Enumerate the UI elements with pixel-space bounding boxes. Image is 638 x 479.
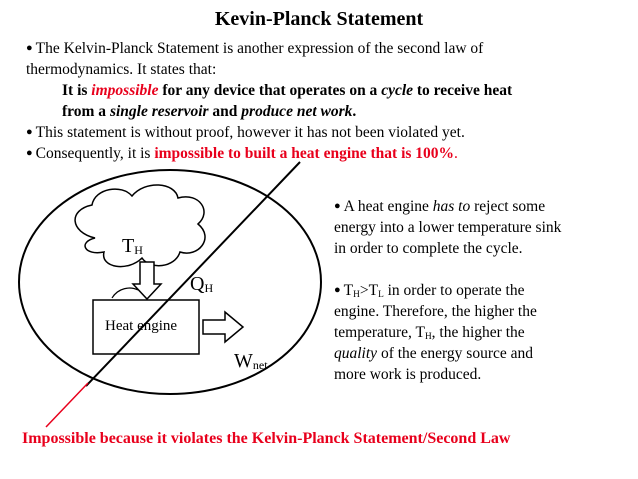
consequence-bullet: ● Consequently, it is impossible to built a heat engine that is 100%. xyxy=(26,145,458,162)
side-note-2-line-4: quality of the energy source and xyxy=(334,345,534,362)
bullet-icon: ● xyxy=(334,284,341,296)
bullet-icon: ● xyxy=(26,42,33,54)
statement-line-1: It is impossible for any device that operates on a cycle to receive heat xyxy=(62,82,513,99)
side-note-2-line-1: ● $T_H>T_L$ in order to operate the xyxy=(334,282,525,300)
heat-in-arrow-icon xyxy=(133,262,161,299)
bullet-icon: ● xyxy=(334,200,341,212)
net-work-label: $W_{net}$ xyxy=(234,350,268,372)
impossible-emphasis: impossible xyxy=(91,82,159,99)
bullet-icon: ● xyxy=(26,126,33,138)
hot-reservoir-label: $T_H$ xyxy=(122,235,143,257)
proof-bullet: ● This statement is without proof, however it has not been violated yet. xyxy=(26,124,465,141)
footer-callout: Impossible because it violates the Kelvin-Planck Statement/Second Law xyxy=(22,430,511,447)
side-note-1-line-3: in order to complete the cycle. xyxy=(334,240,523,257)
cloud-tail-icon xyxy=(112,288,138,298)
side-note-2-line-5: more work is produced. xyxy=(334,366,482,383)
heat-in-label: $Q_H$ xyxy=(190,273,214,295)
callout-pointer-line xyxy=(46,383,88,427)
side-note-2-line-2: engine. Therefore, the higher the xyxy=(334,303,537,320)
bullet-icon: ● xyxy=(26,147,33,159)
side-note-2-line-3: temperature, $T_H$, the higher the xyxy=(334,324,525,342)
intro-line-1: The Kelvin-Planck Statement is another expression of the second law of xyxy=(35,40,484,57)
work-out-arrow-icon xyxy=(203,312,243,342)
page-title: Kevin-Planck Statement xyxy=(214,8,424,30)
intro-line-2: thermodynamics. It states that: xyxy=(26,61,217,78)
heat-engine-label: Heat engine xyxy=(105,318,178,334)
side-note-1-line-2: energy into a lower temperature sink xyxy=(334,219,562,236)
statement-line-2: from a single reservoir and produce net work. xyxy=(62,103,357,120)
consequence-emphasis: impossible to built a heat engine that is 100% xyxy=(154,145,455,162)
side-note-1-line-1: ● A heat engine has to reject some xyxy=(334,198,546,215)
